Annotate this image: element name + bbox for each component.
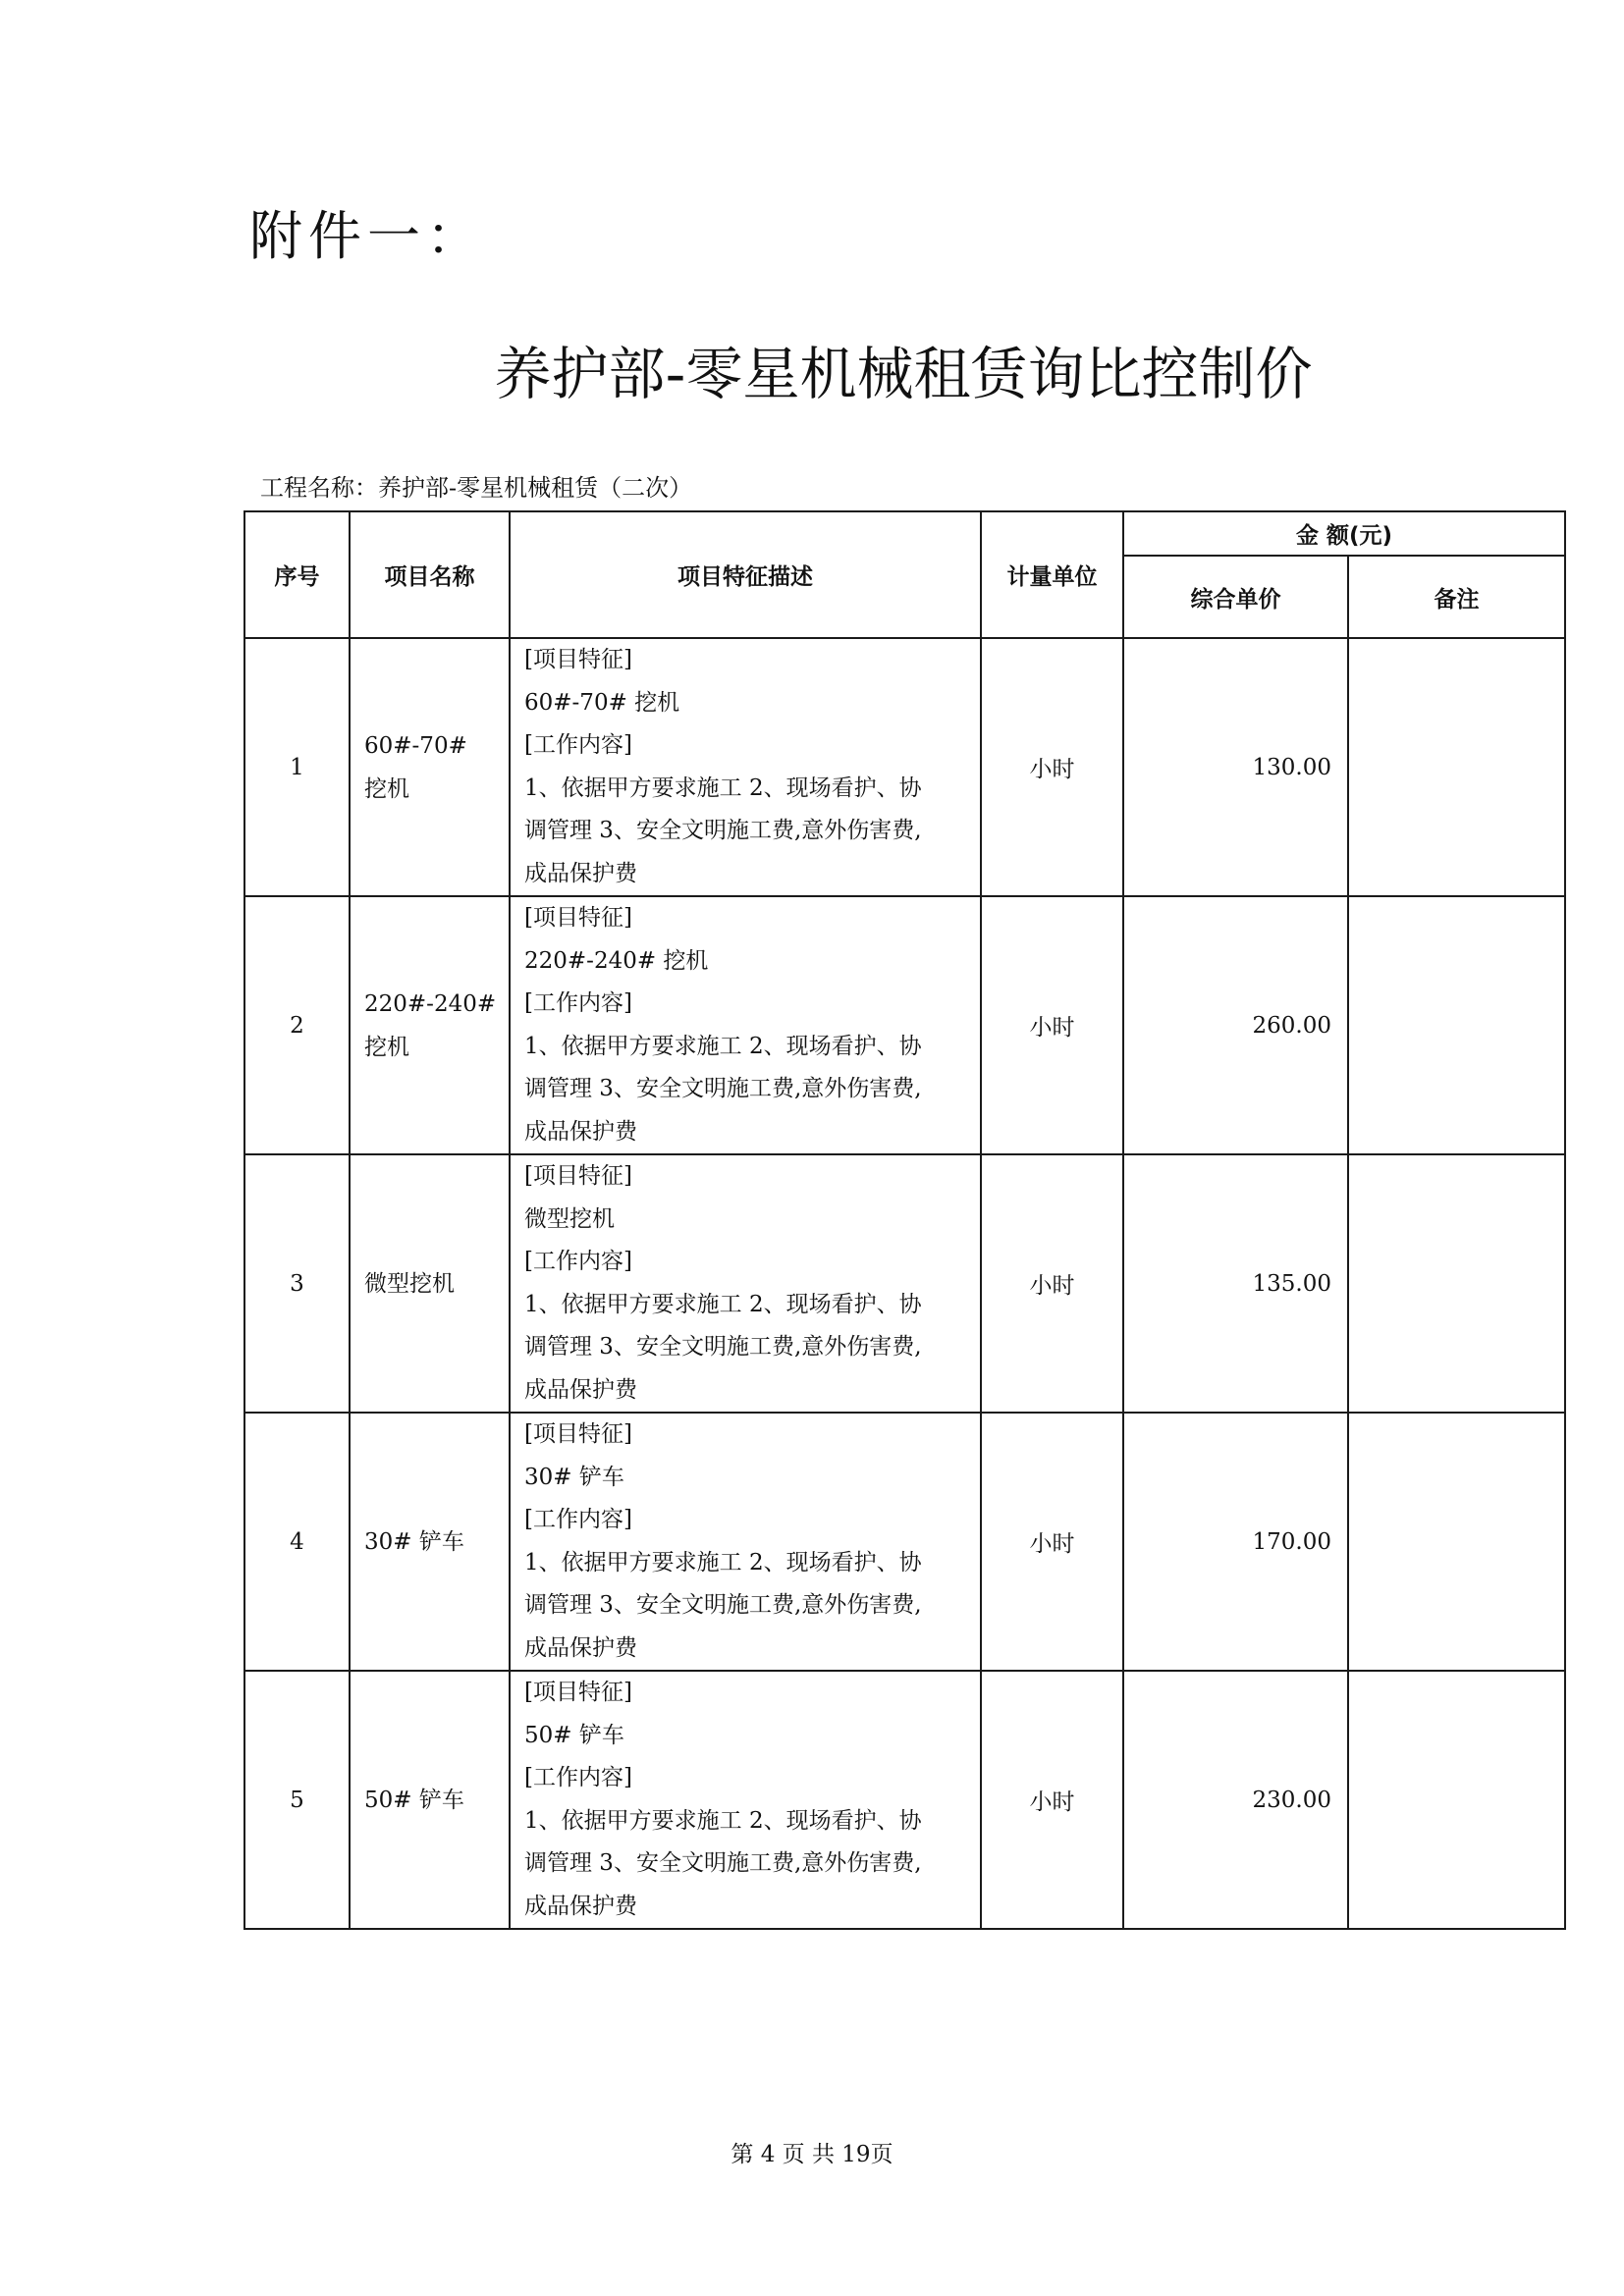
remark: [1348, 638, 1565, 896]
description-line: 220#-240# 挖机: [524, 947, 709, 974]
item-name: 220#-240# 挖机: [350, 896, 510, 1154]
description-line: 1、依据甲方要求施工 2、现场看护、协: [524, 1291, 922, 1317]
description-line: [项目特征]: [524, 905, 632, 931]
item-name: 50# 铲车: [350, 1671, 510, 1929]
description-line: 调管理 3、安全文明施工费,意外伤害费,: [524, 818, 922, 843]
measure-unit: 小时: [981, 1671, 1123, 1929]
page-footer: 第 4 页 共 19页: [731, 2142, 893, 2167]
project-name-value: 养护部-零星机械租赁（二次）: [378, 474, 693, 502]
measure-unit: 小时: [981, 1154, 1123, 1413]
unit-price: 130.00: [1123, 638, 1348, 896]
unit-price: 135.00: [1123, 1154, 1348, 1413]
measure-unit: 小时: [981, 896, 1123, 1154]
item-description: [510, 896, 981, 1154]
attachment-label: 附件一：: [249, 205, 485, 267]
project-name-line: [260, 476, 692, 500]
remark: [1348, 1413, 1565, 1671]
header-unit-price: 综合单价: [1123, 556, 1348, 638]
description-line: 成品保护费: [524, 860, 637, 886]
header-note: 备注: [1348, 556, 1565, 638]
description-line: [工作内容]: [524, 1249, 632, 1274]
description-line: 50# 铲车: [524, 1722, 624, 1748]
unit-price: 170.00: [1123, 1413, 1348, 1671]
item-description: [510, 638, 981, 896]
description-line: 成品保护费: [524, 1893, 637, 1919]
description-line: 成品保护费: [524, 1118, 637, 1145]
price-table: [244, 510, 1566, 1930]
item-description: [510, 1671, 981, 1929]
remark: [1348, 1154, 1565, 1413]
description-line: 成品保护费: [524, 1634, 637, 1661]
row-number: 4: [244, 1413, 350, 1671]
row-number: 2: [244, 896, 350, 1154]
document-title: 养护部-零星机械租赁询比控制价: [494, 341, 1313, 407]
header-amount-group: 金 额(元): [1123, 511, 1565, 556]
row-number: 5: [244, 1671, 350, 1929]
measure-unit: 小时: [981, 1413, 1123, 1671]
unit-price: 230.00: [1123, 1671, 1348, 1929]
description-line: 调管理 3、安全文明施工费,意外伤害费,: [524, 1334, 922, 1360]
description-line: 60#-70# 挖机: [524, 689, 680, 716]
description-line: 1、依据甲方要求施工 2、现场看护、协: [524, 774, 922, 801]
remark: [1348, 1671, 1565, 1929]
row-number: 1: [244, 638, 350, 896]
description-line: [工作内容]: [524, 732, 632, 758]
description-line: 微型挖机: [524, 1205, 615, 1232]
description-line: [项目特征]: [524, 1680, 632, 1705]
item-name: 60#-70# 挖机: [350, 638, 510, 896]
description-line: 调管理 3、安全文明施工费,意外伤害费,: [524, 1850, 922, 1876]
unit-price: 260.00: [1123, 896, 1348, 1154]
description-line: 30# 铲车: [524, 1464, 624, 1490]
row-number: 3: [244, 1154, 350, 1413]
header-unit: 计量单位: [981, 511, 1123, 638]
remark: [1348, 896, 1565, 1154]
project-name-label: 工程名称：: [260, 474, 378, 502]
table-row: [244, 1671, 1565, 1929]
header-name: 项目名称: [350, 511, 510, 638]
header-no: 序号: [244, 511, 350, 638]
description-line: [工作内容]: [524, 990, 632, 1016]
table-row: [244, 1413, 1565, 1671]
description-line: 1、依据甲方要求施工 2、现场看护、协: [524, 1549, 922, 1575]
description-line: [项目特征]: [524, 1163, 632, 1189]
description-line: [工作内容]: [524, 1507, 632, 1532]
description-line: [工作内容]: [524, 1765, 632, 1790]
table-row: [244, 1154, 1565, 1413]
header-row: [244, 511, 1565, 556]
item-description: [510, 1413, 981, 1671]
description-line: [项目特征]: [524, 647, 632, 672]
description-line: 1、依据甲方要求施工 2、现场看护、协: [524, 1807, 922, 1834]
description-line: 成品保护费: [524, 1376, 637, 1403]
table-row: [244, 638, 1565, 896]
header-desc: 项目特征描述: [510, 511, 981, 638]
description-line: 调管理 3、安全文明施工费,意外伤害费,: [524, 1076, 922, 1101]
table-body: [244, 638, 1565, 1929]
description-line: [项目特征]: [524, 1421, 632, 1447]
table-row: [244, 896, 1565, 1154]
item-name: 30# 铲车: [350, 1413, 510, 1671]
description-line: 调管理 3、安全文明施工费,意外伤害费,: [524, 1592, 922, 1618]
measure-unit: 小时: [981, 638, 1123, 896]
description-line: 1、依据甲方要求施工 2、现场看护、协: [524, 1033, 922, 1059]
item-description: [510, 1154, 981, 1413]
item-name: 微型挖机: [350, 1154, 510, 1413]
